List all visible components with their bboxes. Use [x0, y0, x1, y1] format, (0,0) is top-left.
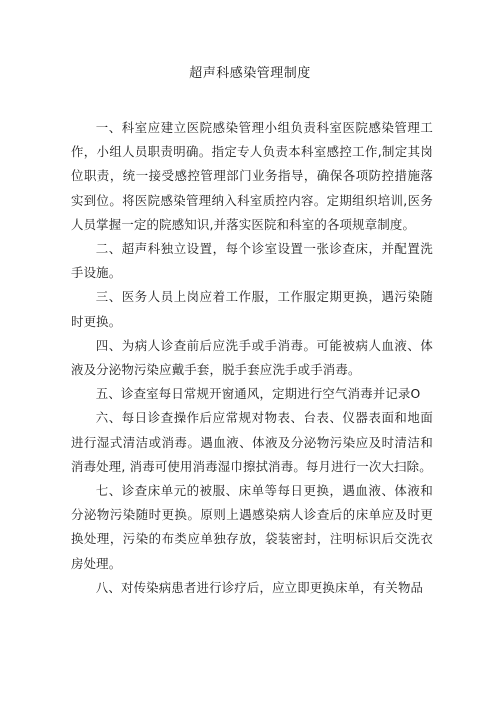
paragraph-1: 一、科室应建立医院感染管理小组负责科室医院感染管理工作，小组人员职责明确。指定专人负责本科室感控工作,制定其岗位职责，统一接受感控管理部门业务指导，确保各项防控措施落实到位。将医院感染管理纳入科室质控内容。定期组织培训,医务人员掌握一定的院感知识,并落实医院和科室的各项规章制度。: [71, 120, 433, 232]
document-body: [71, 116, 433, 600]
paragraph-7: 七、诊查床单元的被服、床单等每日更换，遇血液、体液和分泌物污染随时更换。原则上遇感染病人诊查后的床单应及时更换处理，污染的布类应单独存放，袋装密封，注明标识后交洗衣房处理。: [71, 483, 433, 571]
paragraph-3: 三、医务人员上岗应着工作服，工作服定期更换，遇污染随时更换。: [71, 289, 433, 329]
paragraph-5: 五、诊查室每日常规开窗通风，定期进行空气消毒并记录O: [95, 386, 421, 402]
document-title: 超声科感染管理制度: [189, 66, 311, 81]
paragraph-8: 八、对传染病患者进行诊疗后，应立即更换床单，有关物品: [95, 579, 424, 595]
paragraph-4: 四、为病人诊查前后应洗手或手消毒。可能被病人血液、体液及分泌物污染应戴手套，脱手套应洗手或手消毒。: [71, 337, 433, 378]
paragraph-2: 二、超声科独立设置，每个诊室设置一张诊查床，并配置洗手设施。: [71, 241, 433, 281]
paragraph-6: 六、每日诊查操作后应常规对物表、台表、仪器表面和地面进行湿式清洁或消毒。遇血液、体液及分泌物污染应及时清洁和消毒处理, 消毒可使用消毒湿巾擦拭消毒。每月进行一次大扫除。: [71, 410, 433, 474]
